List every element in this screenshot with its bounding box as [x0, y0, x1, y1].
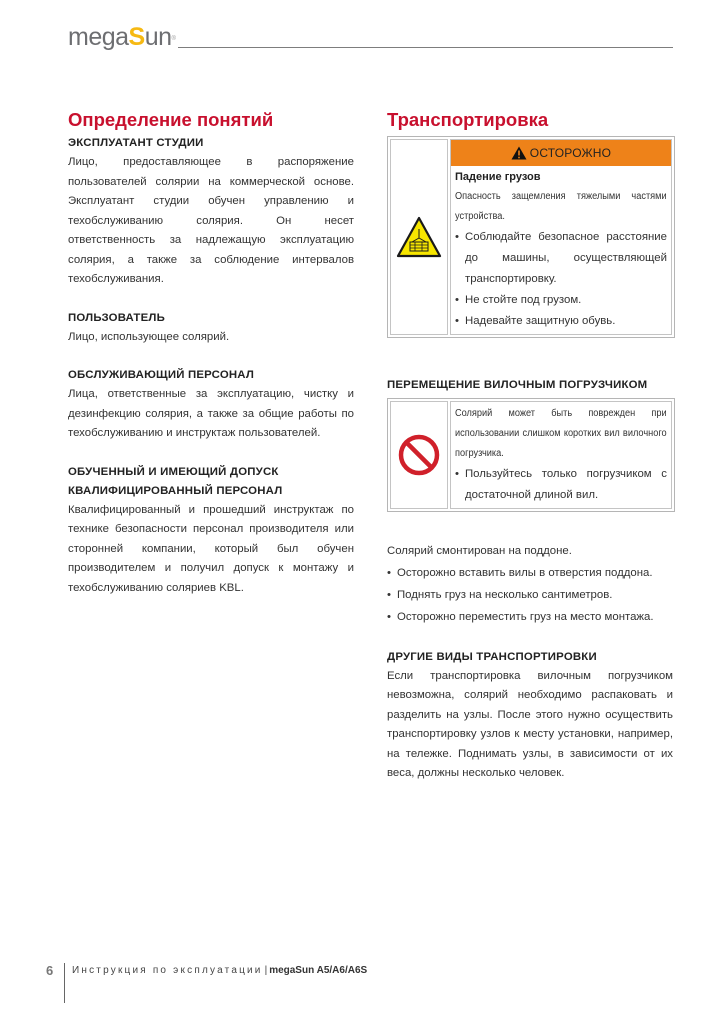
warning-triangle-icon	[511, 146, 527, 160]
caution-bullet: • Не стойте под грузом.	[455, 294, 582, 306]
definition-studio-operator	[68, 134, 354, 290]
pallet-instructions	[387, 542, 673, 628]
definition-qualified-staff	[68, 463, 354, 599]
pallet-bullet: • Осторожно переместить груз на место монтажа.	[387, 610, 654, 623]
footer-caption	[72, 965, 367, 976]
definition-heading: ОБСЛУЖИВАЮЩИЙ ПЕРСОНАЛ	[68, 369, 255, 381]
megasun-logo	[68, 22, 175, 52]
definition-user	[68, 309, 354, 348]
forklift-notice-text-cell	[450, 401, 672, 509]
registered-mark: ®	[171, 36, 176, 42]
suspended-load-warning-icon	[396, 216, 442, 258]
definition-heading: ПОЛЬЗОВАТЕЛЬ	[68, 311, 165, 324]
definition-text: Квалифицированный и прошедший инструктаж по технике безопасности персонал производителя или сторонней компании, который был обучен производителем и получил допуск к монтажу и техобслуживанию соляриев KBL.	[68, 503, 354, 594]
pallet-bullet: • Осторожно вставить вилы в отверстия поддона.	[387, 566, 653, 579]
prohibition-icon-cell	[390, 401, 448, 509]
definition-text: Лицо, использующее солярий.	[68, 330, 230, 343]
pallet-intro: Солярий смонтирован на поддоне.	[387, 545, 572, 557]
definition-service-staff	[68, 366, 354, 444]
footer-divider	[64, 963, 65, 1003]
header-divider	[178, 47, 673, 48]
other-transport-section	[387, 648, 673, 784]
prohibition-icon	[397, 433, 441, 477]
definition-heading: ОБУЧЕННЫЙ И ИМЕЮЩИЙ ДОПУСК КВАЛИФИЦИРОВАННЫЙ ПЕРСОНАЛ	[68, 465, 283, 497]
forklift-heading: ПЕРЕМЕЩЕНИЕ ВИЛОЧНЫМ ПОГРУЗЧИКОМ	[387, 379, 648, 391]
logo-text-mega: mega	[68, 23, 129, 51]
definition-text: Лица, ответственные за эксплуатацию, чистку и дезинфекцию солярия, а также за общие работы по техобслуживанию и инструктаж пользователей.	[68, 388, 354, 439]
manual-label: Инструкция по эксплуатации	[72, 965, 263, 976]
definitions-column	[68, 108, 354, 598]
caution-text-cell	[450, 139, 672, 335]
hazard-title: Падение грузов	[455, 171, 541, 183]
pallet-bullet: • Поднять груз на несколько сантиметров.	[387, 588, 613, 601]
forklift-notice-box	[387, 398, 675, 512]
logo-text-un: un	[144, 23, 172, 51]
logo-text-s: S	[128, 23, 145, 51]
hazard-text: Опасность защемления тяжелыми частями устройства.	[455, 191, 667, 222]
definition-text: Лицо, предоставляющее в распоряжение пользователей солярии на коммерческой основе. Эксплуатант студии обучен управлению и техобслуживанию солярия. Он несет ответственность за надлежащую эксплуатацию солярия, а также за соблюдение интервалов техобслуживания.	[68, 156, 354, 285]
forklift-bullet: • Пользуйтесь только погрузчиком с достаточной длиной вил.	[455, 468, 667, 501]
caution-icon-cell	[390, 139, 448, 335]
caution-signal-word: ОСТОРОЖНО	[529, 146, 612, 160]
forklift-notice-text: Солярий может быть поврежден при использовании слишком коротких вил вилочного погрузчика.	[455, 408, 667, 459]
definition-heading: ЭКСПЛУАТАНТ СТУДИИ	[68, 137, 204, 149]
caution-signal-bar	[451, 140, 671, 166]
transport-column	[387, 108, 673, 784]
other-transport-heading: ДРУГИЕ ВИДЫ ТРАНСПОРТИРОВКИ	[387, 650, 597, 663]
model-name: megaSun A5/A6/A6S	[269, 965, 368, 976]
other-transport-text: Если транспортировка вилочным погрузчиком невозможна, солярий необходимо распаковать и разделить на узлы. После этого нужно осуществить транспортировку узлов к месту установки, например, на тележке. Поднимать узлы, в зависимости от их веса, должны несколько человек.	[387, 669, 673, 779]
transport-title: Транспортировка	[387, 109, 549, 130]
caution-bullet: • Соблюдайте безопасное расстояние до машины, осуществляющей транспортировку.	[455, 231, 667, 285]
caution-bullet: • Надевайте защитную обувь.	[455, 315, 616, 327]
definitions-title: Определение понятий	[68, 109, 274, 130]
caution-box	[387, 136, 675, 338]
page-number: 6	[46, 963, 54, 978]
footer-separator: |	[264, 965, 268, 976]
